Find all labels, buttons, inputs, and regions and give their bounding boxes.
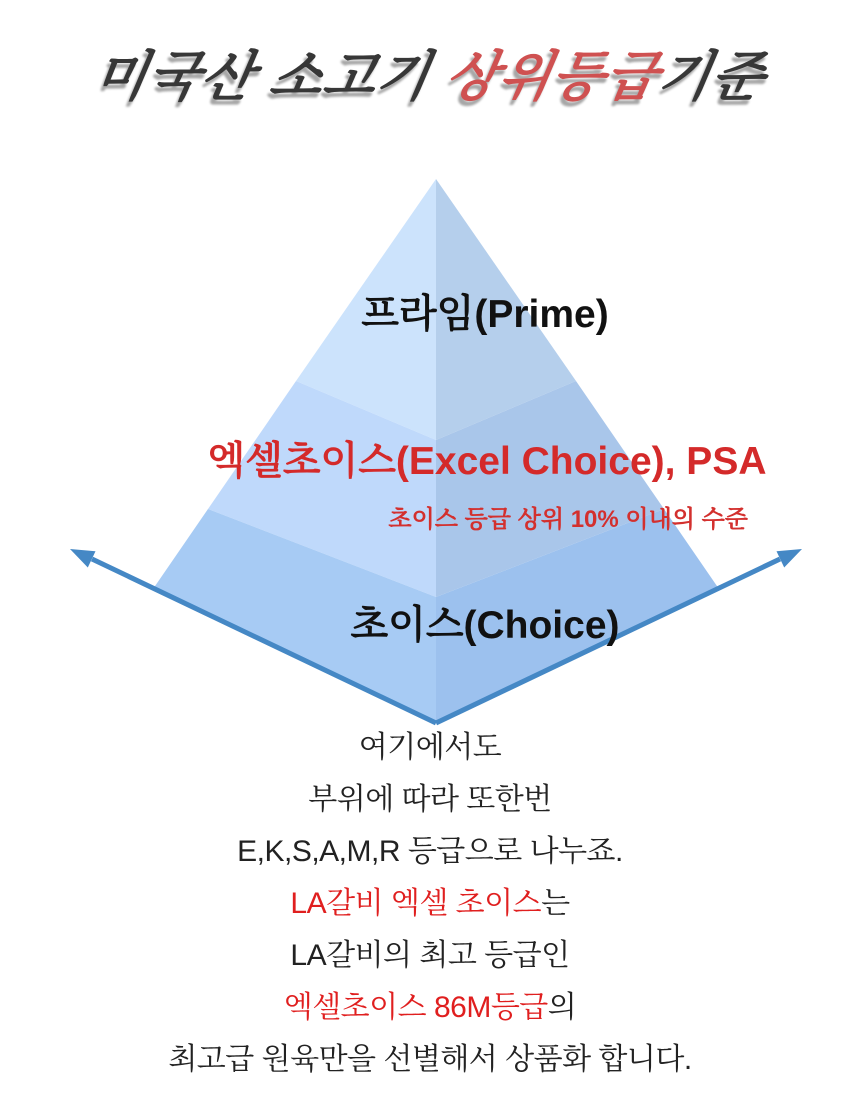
- description-line-7: 최고급 원육만을 선별해서 상품화 합니다.: [168, 1043, 692, 1076]
- title-suffix: 기준: [653, 47, 771, 107]
- tier3-label-choice: 초이스(Choice): [350, 604, 620, 647]
- description-line-4-highlight: LA갈비 엑셀 초이스: [290, 887, 542, 920]
- description-line-4: [0, 878, 860, 930]
- description-line-6-rest: 의: [547, 991, 577, 1024]
- description-line-6-highlight: 엑셀초이스 86M등급: [283, 991, 548, 1024]
- left-arrow-head-icon: [70, 549, 96, 568]
- tier2-label-excel-choice: 엑셀초이스(Excel Choice), PSA: [207, 440, 767, 483]
- title-prefix: 미국산 소고기: [89, 47, 452, 107]
- description-line-4-rest: 는: [541, 887, 570, 920]
- title-highlight: 상위등급: [440, 47, 664, 107]
- description-line-6: [0, 982, 860, 1034]
- description-block: [0, 722, 860, 1086]
- description-line-3: E,K,S,A,M,R 등급으로 나누죠.: [237, 835, 623, 868]
- right-arrow-head-icon: [777, 549, 803, 568]
- description-line-2: 부위에 따라 또한번: [308, 783, 552, 816]
- description-line-5: LA갈비의 최고 등급인: [290, 939, 570, 972]
- tier2-sublabel: 초이스 등급 상위 10% 이내의 수준: [388, 506, 748, 533]
- description-line-1: 여기에서도: [358, 731, 502, 764]
- tier1-label-prime: 프라임(Prime): [361, 293, 609, 336]
